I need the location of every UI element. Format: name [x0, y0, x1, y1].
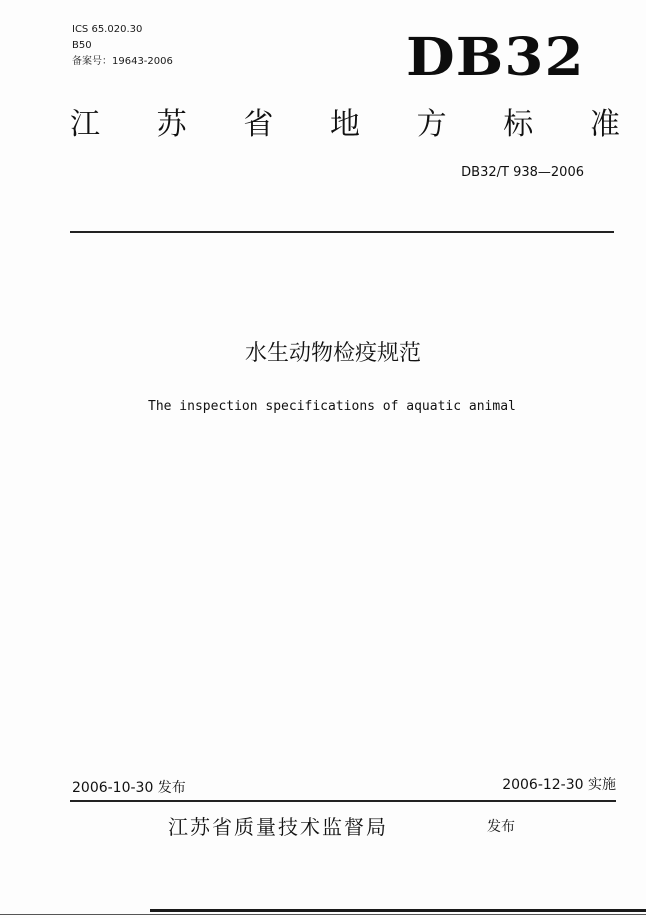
- scan-edge-line: [150, 909, 646, 912]
- standard-type-char: 方: [416, 107, 447, 142]
- title-english: The inspection specifications of aquatic animal: [148, 399, 516, 414]
- ccs-code: B50: [72, 40, 92, 51]
- standard-type-char: 苏: [156, 107, 187, 142]
- classification-block: [72, 22, 173, 70]
- effective-date: 2006-12-30 实施: [502, 777, 616, 793]
- issue-date: 2006-10-30 发布: [72, 780, 186, 796]
- standard-type-char: 江: [70, 107, 100, 142]
- record-number: 备案号：19643-2006: [72, 56, 173, 67]
- standard-type-char: 地: [329, 107, 360, 142]
- top-divider: [70, 231, 614, 233]
- standard-type-heading: [70, 104, 620, 146]
- bottom-divider: [70, 800, 616, 802]
- issuing-authority: 江苏省质量技术监督局: [168, 815, 388, 839]
- standard-number: DB32/T 938—2006: [461, 165, 584, 180]
- db32-logo: DB32: [406, 27, 585, 88]
- standard-type-char: 标: [503, 107, 534, 142]
- scan-edge-line-thin: [0, 914, 646, 915]
- ics-code: ICS 65.020.30: [72, 24, 143, 35]
- title-chinese: 水生动物检疫规范: [244, 341, 421, 366]
- issuing-authority-suffix: 发布: [487, 819, 515, 835]
- standard-type-char: 省: [243, 107, 274, 142]
- standard-type-char: 准: [589, 107, 620, 142]
